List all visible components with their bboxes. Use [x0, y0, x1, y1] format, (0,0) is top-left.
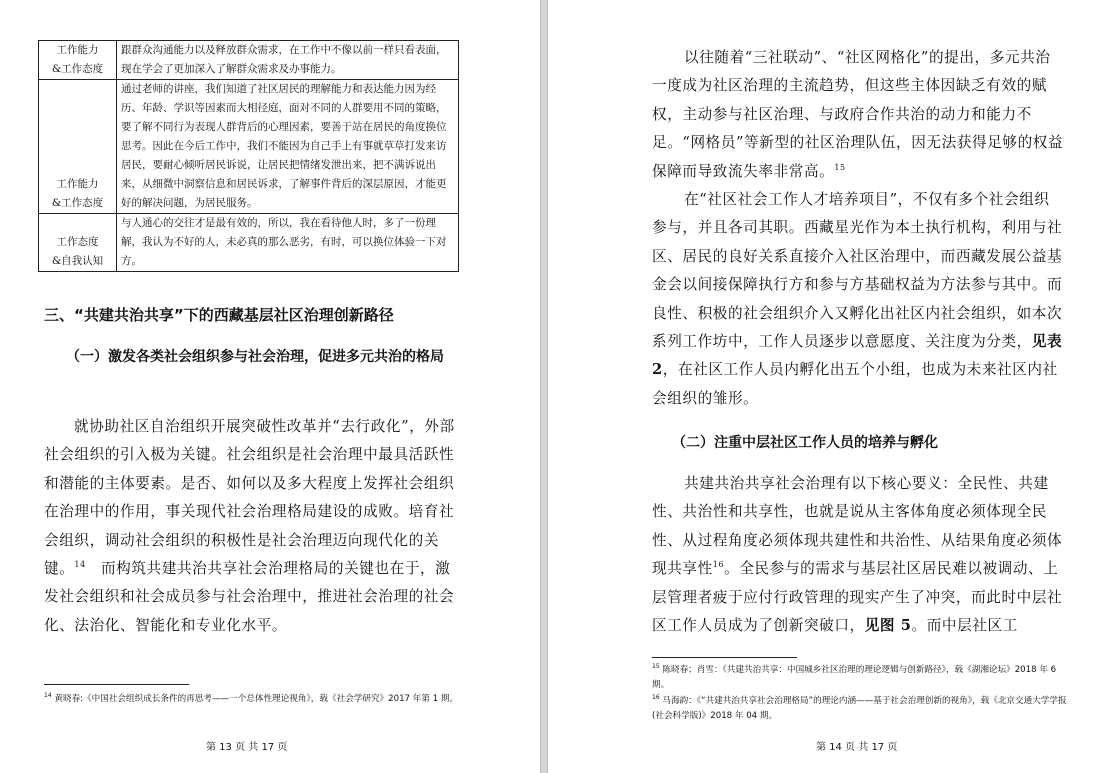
footnote-number: 16 — [652, 694, 660, 702]
footnote-text: 马海韵：《“共建共治共享社会治理格局”的理论内涵——基于社会治理创新的视角》，载《北京交通大学学报(社会科学版)》2018 年 04 期。 — [652, 696, 1067, 721]
footnote-divider — [44, 684, 189, 685]
paragraph-text: 。全民参与的需求与基层社区居民难以被调动、上层管理者疲于应付行政管理的现实产生了冲突，而此时中层社区工作人员成为了创新突破口， — [652, 560, 1063, 635]
footnote-divider — [652, 657, 797, 658]
label-line: &工作态度 — [51, 63, 104, 75]
left-page — [0, 0, 540, 773]
label-line: 工作态度 — [56, 236, 99, 248]
footnote-ref[interactable]: 16 — [712, 560, 725, 570]
table-cell-label — [39, 80, 117, 214]
footnote-text: 陈晓春；肖雪：《共建共治共享：中国城乡社区治理的理论逻辑与创新路径》，载《湖湘论坛》2018 年 6 期。 — [652, 665, 1057, 690]
page-number: 第 14 页 共 17 页 — [816, 742, 898, 753]
page-number: 第 13 页 共 17 页 — [206, 742, 288, 753]
table-reference[interactable]: 见表 2 — [652, 333, 1063, 379]
label-line: 工作能力 — [56, 44, 99, 56]
table-row — [39, 80, 459, 214]
footnote-text: 黄晓春:《中国社会组织成长条件的再思考——一个总体性理论视角》，载《社会学研究》2017 年第 1 期。 — [54, 694, 459, 704]
table-cell-label — [39, 41, 117, 80]
table-row — [39, 214, 459, 272]
paragraph-text: 在“社区社会工作人才培养项目”，不仅有多个社会组织参与，并且各司其职。西藏星光作为本土执行机构，利用与社区、居民的良好关系直接介入社区治理中，而西藏发展公益基金会以间接保障执行方和参与方基础权益为方法参与其中。而良性、积极的社会组织介入又孵化出社区内社会组织，如本次系列工作坊中，工作人员逐步以意愿度、关注度为分类， — [652, 191, 1063, 351]
sub-heading: （一）激发各类社会组织参与社会治理，促进多元共治的格局 — [66, 349, 444, 365]
table-cell-label — [39, 214, 117, 272]
body-paragraph — [652, 470, 1064, 640]
section-heading: 三、“共建共治共享”下的西藏基层社区治理创新路径 — [44, 306, 394, 324]
label-line: &工作态度 — [51, 197, 104, 209]
page-gap — [540, 0, 548, 773]
table-cell-text: 与人通心的交往才是最有效的，所以，我在看待他人时，多了一份理解，我认为不好的人，未必真的那么恶劣，有时，可以换位体验一下对方。 — [117, 214, 459, 272]
footnote-number: 14 — [44, 692, 52, 700]
footnote — [44, 692, 464, 707]
table-cell-text: 通过老师的讲座，我们知道了社区居民的理解能力和表达能力因为经历、年龄、学识等因素而大相径庭，面对不同的人群要用不同的策略，要了解不同行为表现人群背后的心理因素，要善于站在居民的角度换位思考。因此在今后工作中，我们不能因为自己手上有事就草草打发来访居民，要耐心倾听居民诉说，让居民把情绪发泄出来，把不满诉说出来，从细微中洞察信息和居民诉求，了解事件背后的深层原因，才能更好的解决问题，为居民服务。 — [117, 80, 459, 214]
right-page — [548, 0, 1097, 773]
footnote — [652, 694, 1070, 724]
paragraph-text: 就协助社区自治组织开展突破性改革并“去行政化”，外部社会组织的引入极为关键。社会组织是社会治理中最具活跃性和潜能的主体要素。是否、如何以及多大程度上发挥社会组织在治理中的作用，事关现代社会治理格局建设的成败。培育社会组织，调动社会组织的积极性是社会治理迈向现代化的关键。 — [44, 418, 455, 578]
survey-table — [38, 40, 459, 272]
sub-heading: （二）注重中层社区工作人员的培养与孵化 — [672, 435, 938, 451]
footnote — [652, 663, 1070, 693]
paragraph-text: 以往随着“三社联动”、“社区网格化”的提出，多元共治一度成为社区治理的主流趋势，但这些主体因缺乏有效的赋权，主动参与社区治理、与政府合作共治的动力和能力不足。“网格员”等新型的社区治理队伍，因无法获得足够的权益保障而导致流失率非常高。 — [652, 49, 1064, 180]
paragraph-text: 共建共治共享社会治理有以下核心要义：全民性、共建性、共治性和共享性，也就是说从主客体角度必须体现全民性、从过程角度必须体现共建性和共治性、从结果角度必须体现共享性 — [652, 475, 1063, 578]
footnote-ref[interactable]: 15 — [834, 162, 846, 172]
paragraph-text: ，在社区工作人员内孵化出五个小组，也成为未来社区内社会组织的雏形。 — [652, 361, 1058, 407]
table-row — [39, 41, 459, 80]
paragraph-text: 而构筑共建共治共享社会治理格局的关键也在于，激发社会组织和社会成员参与社会治理中，推进社会治理的社会化、法治化、智能化和专业化水平。 — [44, 560, 455, 634]
table-cell-text: 跟群众沟通能力以及释放群众需求，在工作中不像以前一样只看表面，现在学会了更加深入了解群众需求及办事能力。 — [117, 41, 459, 80]
body-paragraph — [652, 44, 1064, 413]
footnote-ref[interactable]: 14 — [74, 560, 86, 570]
label-line: &自我认知 — [51, 255, 104, 267]
paragraph-text: 。而中层社区工 — [911, 617, 1018, 635]
label-line: 工作能力 — [56, 178, 99, 190]
figure-reference[interactable]: 见图 5 — [864, 617, 912, 635]
footnote-number: 15 — [652, 663, 660, 671]
body-paragraph — [44, 413, 462, 640]
